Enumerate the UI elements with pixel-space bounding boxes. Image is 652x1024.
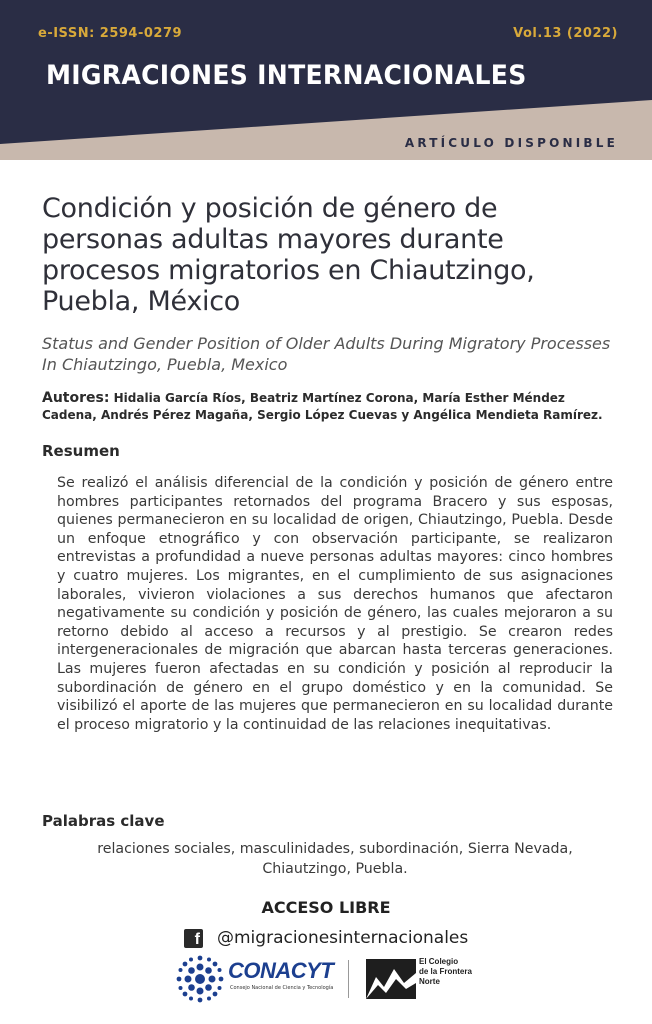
article-title: Condición y posición de género de personas adultas mayores durante procesos migratorios en Chiautzingo, Puebla, México xyxy=(42,193,535,317)
authors-label: Autores: xyxy=(42,390,110,406)
open-access-label: ACCESO LIBRE xyxy=(261,898,391,917)
journal-title: MIGRACIONES INTERNACIONALES xyxy=(46,60,527,91)
abstract-heading: Resumen xyxy=(42,442,120,460)
logo-divider xyxy=(348,960,349,998)
keywords-text: relaciones sociales, masculinidades, subordinación, Sierra Nevada, Chiautzingo, Puebla. xyxy=(97,841,573,877)
colef-name xyxy=(419,957,472,987)
colef-name-line: de la Frontera xyxy=(419,967,472,976)
abstract-text: Se realizó el análisis diferencial de la condición y posición de género entre hombres participantes retornados del programa Bracero y sus esposas, quienes permanecieron en su localidad de origen, Chiautzingo, Puebla. Desde un enfoque etnográfico y con observación participante, se realizaron entrevistas a profundidad a nueve personas adultas mayores: cinco hombres y cuatro mujeres. Los migrantes, en el cumplimiento de sus asignaciones laborales, vivieron violaciones a sus derechos humanos que afectaron negativamente su condición y posición de género, las cuales mejoraron a su retorno debido al acceso a recursos y al prestigio. Se crearon redes intergeneracionales de migración que abarcan hasta terceras generaciones. Las mujeres fueron afectadas en su condición y posición al reproducir la subordinación de género en el grupo doméstico y en la comunidad. Se visibilizó el aporte de las mujeres que permanecieron en su localidad durante el proceso migratorio y la continuidad de las relaciones inequitativas. xyxy=(57,475,613,733)
journal-header xyxy=(0,0,652,160)
colef-logo-icon xyxy=(366,959,416,999)
social-handle[interactable]: @migracionesinternacionales xyxy=(217,928,469,948)
colef-name-line: Norte xyxy=(419,977,440,986)
colef-name-line: El Colegio xyxy=(419,957,459,966)
article-status: ARTÍCULO DISPONIBLE xyxy=(404,136,618,150)
authors-list: Hidalia García Ríos, Beatriz Martínez Corona, María Esther Méndez Cadena, Andrés Pérez Magaña, Sergio López Cuevas y Angélica Mendieta Ramírez. xyxy=(42,391,603,422)
facebook-icon[interactable]: f xyxy=(184,929,203,948)
conacyt-logo-icon xyxy=(176,955,224,1003)
volume-label: Vol.13 (2022) xyxy=(513,26,618,41)
keywords-heading: Palabras clave xyxy=(42,812,165,830)
conacyt-subtitle: Consejo Nacional de Ciencia y Tecnología xyxy=(230,985,334,991)
issn-label: e-ISSN: 2594-0279 xyxy=(38,26,183,41)
authors-block xyxy=(42,390,617,424)
conacyt-name: CONACYT xyxy=(228,958,334,983)
article-subtitle: Status and Gender Position of Older Adults During Migratory Processes In Chiautzingo, Puebla, Mexico xyxy=(42,334,611,374)
sponsor-logos xyxy=(176,955,496,1003)
social-link[interactable] xyxy=(184,926,468,950)
